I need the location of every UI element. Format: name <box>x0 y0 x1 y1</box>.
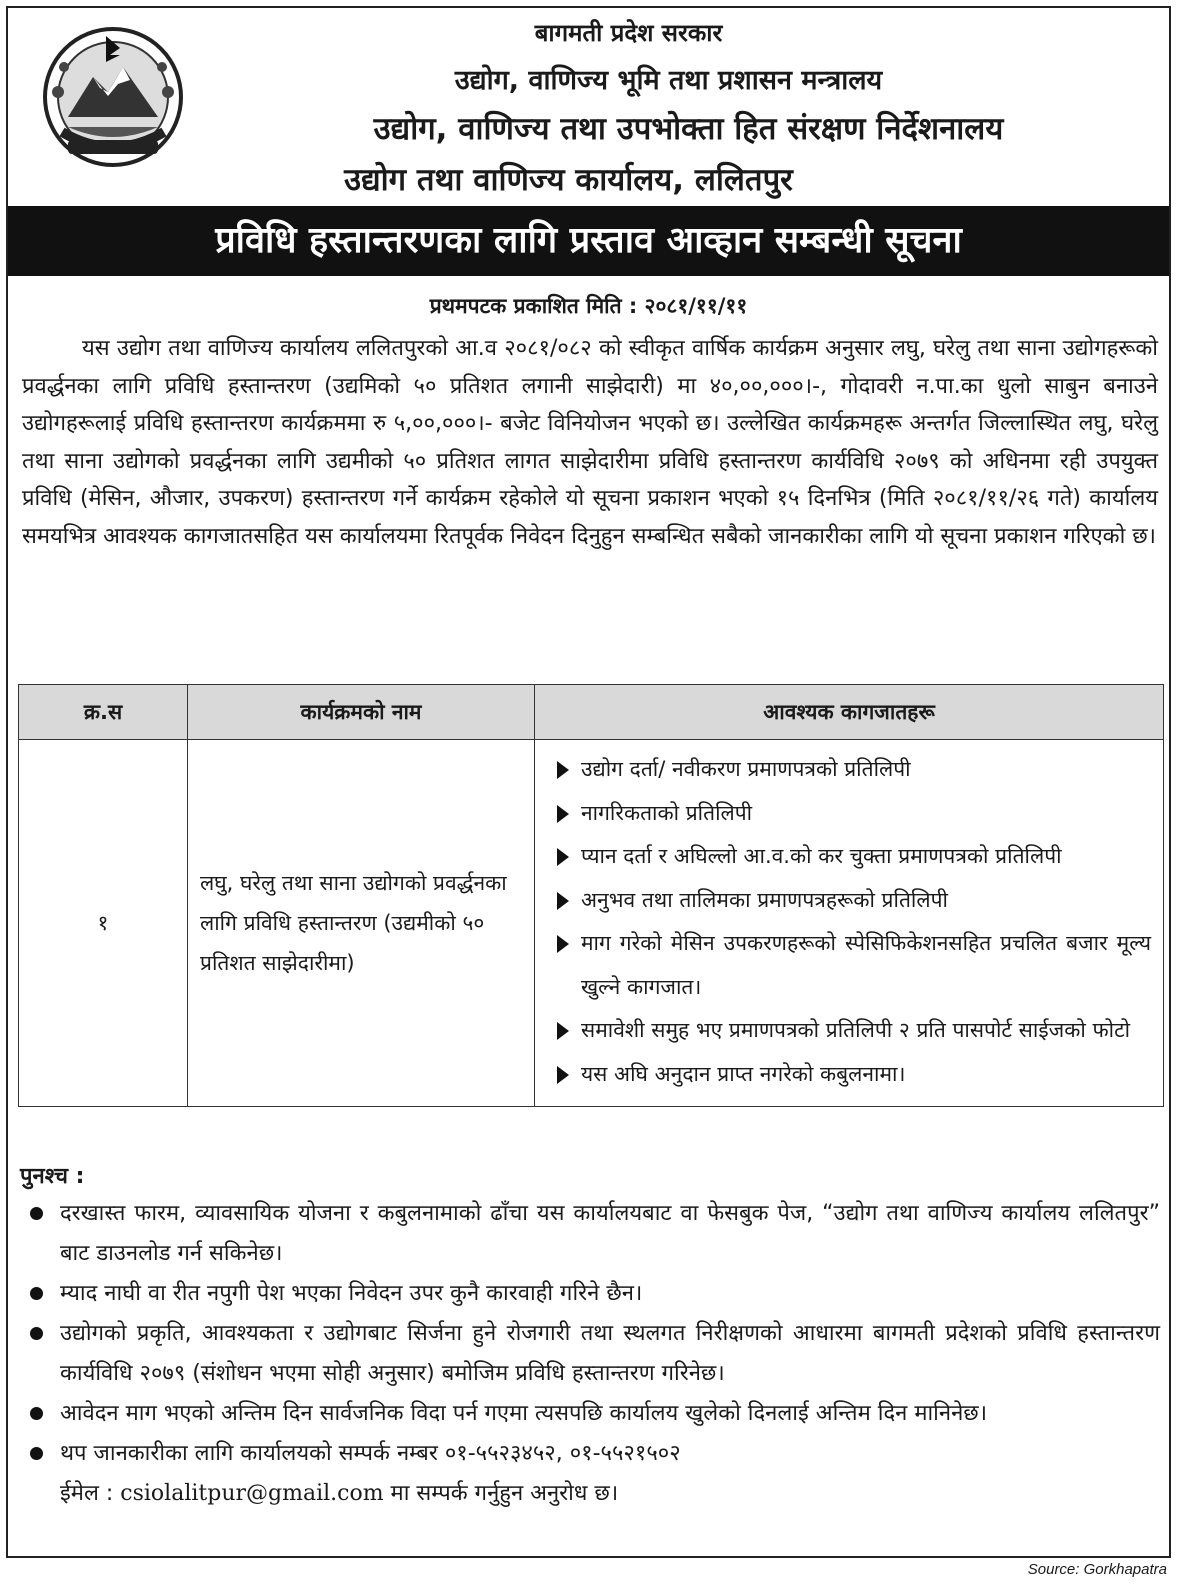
email-label: ईमेल : <box>60 1481 121 1506</box>
arrow-bullet-icon <box>557 935 569 953</box>
source-credit: Source: Gorkhapatra <box>1027 1561 1167 1578</box>
doc-item <box>551 879 1151 923</box>
doc-text: यस अघि अनुदान प्राप्त नगरेको कबुलनामा। <box>581 1061 906 1086</box>
header-serial: क्र.स <box>19 685 188 740</box>
list-item-contact <box>20 1434 1160 1514</box>
contact-line: थप जानकारीका लागि कार्यालयको सम्पर्क नम्बर ०१-५५२३४५२, ०१-५५२१५०२ <box>60 1441 681 1466</box>
bullet-dot-icon <box>30 1207 43 1220</box>
postscript-title: पुनश्च : <box>20 1164 85 1189</box>
notice-frame <box>6 6 1171 1558</box>
arrow-bullet-icon <box>557 1066 569 1084</box>
publication-date: प्रथमपटक प्रकाशित मिति : २०८१/११/११ <box>429 294 748 318</box>
bullet-dot-icon <box>30 1327 43 1340</box>
table-row <box>19 740 1164 1107</box>
bullet-dot-icon <box>30 1287 43 1300</box>
list-item <box>20 1274 1160 1314</box>
notice-body-paragraph: यस उद्योग तथा वाणिज्य कार्यालय ललितपुरको आ.व २०८१/०८२ को स्वीकृत वार्षिक कार्यक्रम अनुसार लघु, घरेलु तथा साना उद्योगहरूको प्रवर्द्धनका लागि प्रविधि हस्तान्तरण (उद्यमिको ५० प्रतिशत लगानी साझेदारी) मा ४०,००,०००।-, गोदावरी न.पा.का धुलो साबुन बनाउने उद्योगहरूलाई प्रविधि हस्तान्तरण कार्यक्रममा रु ५,००,०००।- बजेट विनियोजन भएको छ। उल्लेखित कार्यक्रमहरू अन्तर्गत जिल्लास्थित लघु, घरेलु तथा साना उद्योगको प्रवर्द्धनका लागि उद्यमीको ५० प्रतिशत लागत साझेदारीमा प्रविधि हस्तान्तरण कार्यविधि २०७९ को अधिनमा रही उपयुक्त प्रविधि (मेसिन, औजार, उपकरण) हस्तान्तरण गर्ने कार्यक्रम रहेकोले यो सूचना प्रकाशन भएको १५ दिनभित्र (मिति २०८१/११/२६ गते) कार्यालय समयभित्र आवश्यक कागजातसहित यस कार्यालयमा रितपूर्वक निवेदन दिनुहुन सम्बन्धित सबैको जानकारीका लागि यो सूचना प्रकाशन गरिएको छ। <box>22 336 1158 549</box>
list-item <box>20 1194 1160 1274</box>
bullet-dot-icon <box>30 1407 43 1420</box>
email-address: csiolalitpur@gmail.com <box>120 1481 384 1506</box>
doc-text: समावेशी समुह भए प्रमाणपत्रको प्रतिलिपी २ प्रति पासपोर्ट साईजको फोटो <box>581 1018 1131 1042</box>
postscript-text: दरखास्त फारम, व्यावसायिक योजना र कबुलनामाको ढाँचा यस कार्यालयबाट वा फेसबुक पेज, “उद्योग तथा वाणिज्य कार्यालय ललितपुर” बाट डाउनलोड गर्न सकिनेछ। <box>60 1201 1160 1266</box>
doc-text: प्यान दर्ता र अघिल्लो आ.व.को कर चुक्ता प्रमाणपत्रको प्रतिलिपी <box>581 844 1062 868</box>
header-province: बागमती प्रदेश सरकार <box>534 19 723 47</box>
doc-text: उद्योग दर्ता/ नवीकरण प्रमाणपत्रको प्रतिलिपी <box>581 757 911 781</box>
row-serial: १ <box>19 740 188 1107</box>
row-program-name: लघु, घरेलु तथा साना उद्योगको प्रवर्द्धनका लागि प्रविधि हस्तान्तरण (उद्यमीको ५० प्रतिशत साझेदारीमा) <box>188 740 535 1107</box>
header-program-name: कार्यक्रमको नाम <box>188 685 535 740</box>
arrow-bullet-icon <box>557 892 569 910</box>
header-ministry: उद्योग, वाणिज्य भूमि तथा प्रशासन मन्त्रालय <box>454 65 883 96</box>
table-header-row <box>19 685 1164 740</box>
postscript-text: म्याद नाघी वा रीत नपुगी पेश भएका निवेदन उपर कुनै कारवाही गरिने छैन। <box>60 1281 643 1306</box>
arrow-bullet-icon <box>557 805 569 823</box>
header-office: उद्योग तथा वाणिज्य कार्यालय, ललितपुर <box>344 162 793 198</box>
doc-text: अनुभव तथा तालिमका प्रमाणपत्रहरूको प्रतिलिपी <box>581 887 948 912</box>
arrow-bullet-icon <box>557 1022 569 1040</box>
program-table <box>18 684 1164 1107</box>
header-required-docs: आवश्यक कागजातहरू <box>535 685 1164 740</box>
arrow-bullet-icon <box>557 761 569 779</box>
notice-header <box>8 8 1169 204</box>
doc-item <box>551 792 1151 836</box>
row-required-docs <box>535 740 1164 1107</box>
doc-item <box>551 922 1151 1009</box>
bullet-dot-icon <box>30 1447 43 1460</box>
postscript-text: उद्योगको प्रकृति, आवश्यकता र उद्योगबाट सिर्जना हुने रोजगारी तथा स्थलगत निरीक्षणको आधारमा बागमती प्रदेशको प्रविधि हस्तान्तरण कार्यविधि २०७९ (संशोधन भएमा सोही अनुसार) बमोजिम प्रविधि हस्तान्तरण गरिनेछ। <box>60 1321 1160 1386</box>
doc-item <box>551 1053 1151 1097</box>
notice-title-banner: प्रविधि हस्तान्तरणका लागि प्रस्ताव आव्हान सम्बन्धी सूचना <box>8 206 1169 276</box>
email-suffix: मा सम्पर्क गर्नुहुन अनुरोध छ। <box>383 1481 619 1506</box>
list-item <box>20 1314 1160 1394</box>
postscript-text: आवेदन माग भएको अन्तिम दिन सार्वजनिक विदा पर्न गएमा त्यसपछि कार्यालय खुलेको दिनलाई अन्तिम दिन मानिनेछ। <box>60 1401 988 1426</box>
doc-item <box>551 835 1151 879</box>
doc-item <box>551 748 1151 792</box>
header-directorate: उद्योग, वाणिज्य तथा उपभोक्ता हित संरक्षण निर्देशनालय <box>373 111 1004 147</box>
list-item <box>20 1394 1160 1434</box>
postscript-section <box>20 1160 1160 1514</box>
doc-item <box>551 1009 1151 1053</box>
arrow-bullet-icon <box>557 848 569 866</box>
doc-text: नागरिकताको प्रतिलिपी <box>581 800 753 825</box>
doc-text: माग गरेको मेसिन उपकरणहरूको स्पेसिफिकेशनसहित प्रचलित बजार मूल्य खुल्ने कागजात। <box>581 931 1151 999</box>
